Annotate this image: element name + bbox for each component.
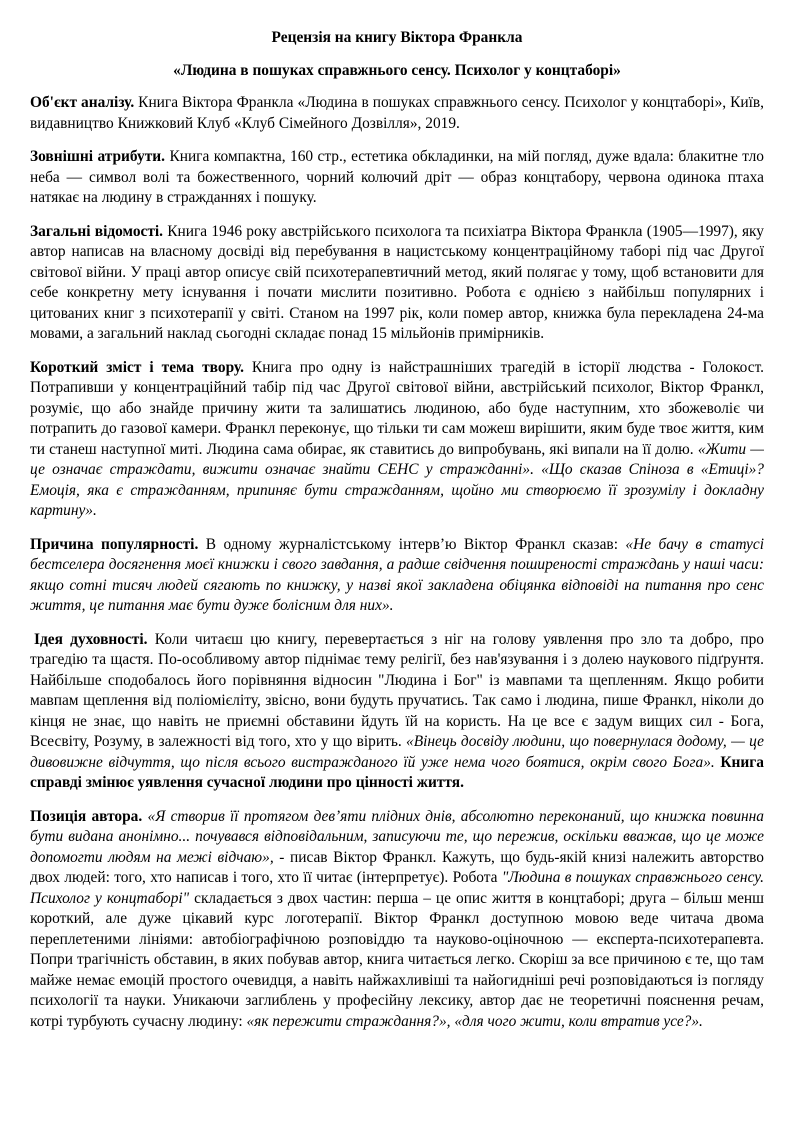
section-spirituality-text: Коли читаєш цю книгу, перевертається з ніг на голову уявлення про зло та добро, про трагедію та щастя. По-особливому автор піднімає тему релігії, без нав'язування і з долею наукового підґрунтя. Найбільше сподобалось його порівняння відносин "Людина і Бог" із мавпами та щепленням. Якщо робити мавпам щеплення від поліомієліту, звісно, вони будуть пручатись. Так само і людина, пише Франкл, ніколи до кінця не знає, що навіть не приємні обставини йдуть їй на користь. На це все є задум вищих сил - Бога, Всесвіту, Розуму, в залежності від того, хто у що вірить. <box>30 630 764 750</box>
section-general-heading: Загальні відомості. <box>30 222 164 240</box>
section-popularity-quote: «Не бачу в статусі бестселера досягнення моєї книжки і свого завдання, а радше свідчення поширеності страждань у наші часи: якщо сотні тисяч людей сягають по книжку, у назві якої закладена обіцянка відповіді на питання про сенс життя, це питання має бути дуже болісним для них». <box>30 535 764 614</box>
section-popularity-text: В одному журналістському інтерв’ю Віктор Франкл сказав: <box>198 535 626 553</box>
section-object-text: Книга Віктора Франкла «Людина в пошуках справжнього сенсу. Психолог у концтаборі», Київ, видавництво Книжковий Клуб «Клуб Сімейного Дозвілля», 2019. <box>30 94 764 132</box>
section-attributes <box>30 147 764 209</box>
section-object <box>30 93 764 134</box>
section-position <box>30 807 764 1033</box>
section-summary-heading: Короткий зміст і тема твору. <box>30 358 244 376</box>
section-spirituality-heading: Ідея духовності. <box>34 630 148 648</box>
section-position-text2: складається з двох частин: перша – це опис життя в концтаборі; друга – більш менш короткий, але дуже цікавий курс логотерапії. Віктор Франкл доступною мовою веде читача двома переплетеними лініями: автобіографічною розповіддю та науково-оціночною — експерта-психотерапевта. Попри трагічність обставин, в яких побував автор, книга читається легко. Скоріш за все причиною є те, що там майже немає емоцій простого очевидця, а навіть найжахливіші та найогидніші речі розповідаються із погляду психології та науки. Уникаючи заглиблень у професійну лексику, автор дає не теоретичні пояснення речам, котрі турбують сучасну людину: <box>30 889 764 1030</box>
section-summary <box>30 358 764 522</box>
section-position-heading: Позиція автора. <box>30 807 143 825</box>
section-position-quote1: «Я створив її протягом дев’яти плідних днів, абсолютно переконаний, що книжка повинна бути видана анонімно... почувався відповідальним, записуючи те, що пережив, оскільки вважав, що це може допомогти людям на межі відчаю», <box>30 807 764 866</box>
section-object-heading: Об'єкт аналізу. <box>30 94 135 111</box>
section-summary-quote: «Жити — це означає страждати, вижити означає знайти СЕНС у стражданні». «Що сказав Спіноза в «Етиці»? Емоція, яка є стражданням, припиняє бути стражданням, щойно ми створюємо її зрозумілу і докладну картину». <box>30 440 764 519</box>
section-position-quote3: «як пережити страждання?», «для чого жити, коли втратив усе?». <box>246 1012 703 1030</box>
section-general <box>30 222 764 345</box>
book-title: «Людина в пошуках справжнього сенсу. Психолог у концтаборі» <box>173 62 621 79</box>
section-spirituality <box>30 630 764 794</box>
section-attributes-heading: Зовнішні атрибути. <box>30 148 166 165</box>
section-popularity <box>30 535 764 617</box>
section-position-quote2: "Людина в пошуках справжнього сенсу. Психолог у концтаборі" <box>30 869 765 907</box>
section-position-text1: - писав Віктор Франкл. Кажуть, що будь-якій книзі належить авторство двох людей: того, хто написав і того, хто її читає (інтерпретує). Робота <box>30 848 764 886</box>
section-general-text: Книга 1946 року австрійського психолога та психіатра Віктора Франкла (1905—1997), яку автор написав на власному досвіді від перебування в нацистському концентраційному таборі під час Другої світової війни. У праці автор описує свій психотерапевтичний метод, який полягає у тому, щоб встановити для себе конкретну мету існування і почати мислити позитивно. Робота є однією з найбільш популярних і цитованих книг з психотерапії у світі. Станом на 1997 рік, коли помер автор, книжка була перекладена 24-ма мовами, а загальний наклад сьогодні складає понад 15 мільйонів примірників. <box>30 222 764 342</box>
review-title: Рецензія на книгу Віктора Франкла <box>271 29 523 46</box>
section-popularity-heading: Причина популярності. <box>30 535 199 553</box>
section-summary-text: Книга про одну із найстрашніших трагедій в історії людства - Голокост. Потрапивши у концентраційний табір під час Другої світової війни, австрійський психолог, Віктор Франкл, розуміє, що або знайде причину жити та залишатись людиною, або буде наступним, хто збожеволіє чи потрапить до газової камери. Франкл переконує, що тільки ти сам можеш вирішити, яким буде твоє життя, ким ти станеш наступної миті. Людина сама обирає, як ставитись до випробувань, які випали на її долю. <box>30 358 764 458</box>
section-attributes-text: Книга компактна, 160 стр., естетика обкладинки, на мій погляд, дуже вдала: блакитне тло неба — символ волі та божественного, чорний колючий дріт — образ концтабору, червона одинока птаха натякає на людину в стражданнях і пошуку. <box>30 148 764 206</box>
section-spirituality-tail: Книга справді змінює уявлення сучасної людини про цінності життя. <box>30 753 764 791</box>
section-spirituality-quote: «Вінець досвіду людини, що повернулася додому, — це дивовижне відчуття, що після всього вистражданого їй уже нема чого боятися, окрім свого Бога». <box>30 733 765 771</box>
